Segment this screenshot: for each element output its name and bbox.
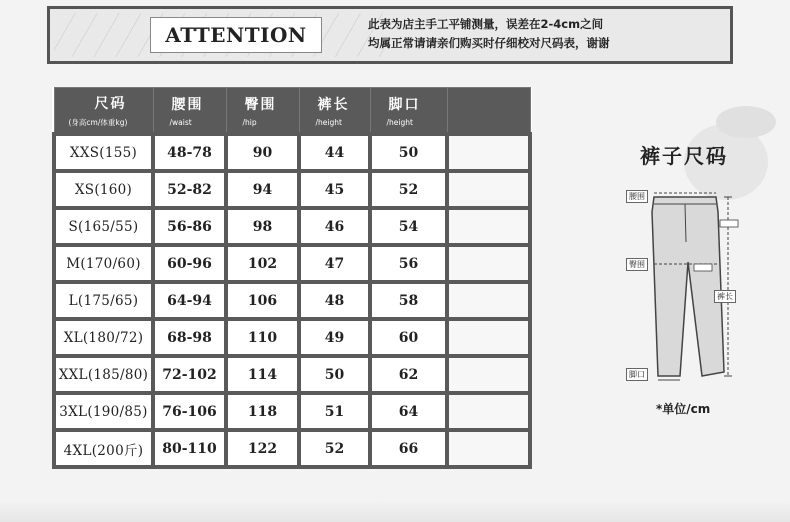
hat-silhouette (716, 106, 776, 138)
table-row (54, 208, 530, 245)
leg-cell: 58 (370, 282, 447, 319)
leg-cell: 60 (370, 319, 447, 356)
header-leg-label: 脚口 (388, 96, 421, 113)
header-blank (447, 88, 530, 135)
attention-box (150, 17, 322, 53)
length-cell: 46 (299, 208, 370, 245)
leg-cell: 66 (370, 430, 447, 467)
header-size (54, 88, 153, 135)
waist-cell: 80-110 (153, 430, 226, 467)
hip-cell: 118 (226, 393, 299, 430)
header-hip-sub: /hip (242, 117, 257, 127)
header-length (299, 88, 370, 135)
measurement-notice (368, 15, 728, 53)
header-length-label: 裤长 (317, 96, 350, 113)
leg-cell: 64 (370, 393, 447, 430)
blank-cell (447, 282, 530, 319)
header-waist-sub: /waist (169, 117, 192, 127)
length-cell: 50 (299, 356, 370, 393)
hip-cell: 98 (226, 208, 299, 245)
blank-cell (447, 245, 530, 282)
header-length-sub: /height (315, 117, 342, 127)
size-cell: XL(180/72) (54, 319, 153, 356)
hip-cell: 110 (226, 319, 299, 356)
label-leg-opening: 脚口 (626, 368, 648, 381)
waist-cell: 68-98 (153, 319, 226, 356)
length-cell: 47 (299, 245, 370, 282)
blank-cell (447, 171, 530, 208)
size-cell: S(165/55) (54, 208, 153, 245)
hip-tag (694, 264, 712, 271)
hip-cell: 106 (226, 282, 299, 319)
blank-cell (447, 208, 530, 245)
table-row (54, 430, 530, 467)
size-cell: XS(160) (54, 171, 153, 208)
header-size-label: 尺码 (94, 95, 127, 112)
label-length: 裤长 (714, 290, 736, 303)
waist-cell: 64-94 (153, 282, 226, 319)
label-waist: 腰围 (626, 190, 648, 203)
blank-cell (447, 430, 530, 467)
table-row (54, 245, 530, 282)
header-hip (226, 88, 299, 135)
hip-cell: 102 (226, 245, 299, 282)
waist-cell: 48-78 (153, 134, 226, 171)
blank-cell (447, 319, 530, 356)
size-cell: L(175/65) (54, 282, 153, 319)
attention-banner (47, 6, 733, 64)
leg-cell: 54 (370, 208, 447, 245)
table-row (54, 356, 530, 393)
size-chart-table (52, 87, 532, 469)
waist-cell: 52-82 (153, 171, 226, 208)
blank-cell (447, 134, 530, 171)
diagram-title: 裤子尺码 (640, 144, 728, 168)
leg-cell: 62 (370, 356, 447, 393)
length-cell: 48 (299, 282, 370, 319)
attention-title: ATTENTION (165, 23, 307, 47)
leg-cell: 56 (370, 245, 447, 282)
table-row (54, 282, 530, 319)
size-cell: 3XL(190/85) (54, 393, 153, 430)
waist-cell: 72-102 (153, 356, 226, 393)
waist-tag (720, 220, 738, 227)
leg-cell: 52 (370, 171, 447, 208)
waist-cell: 60-96 (153, 245, 226, 282)
length-cell: 51 (299, 393, 370, 430)
footer-band (0, 500, 790, 522)
header-size-sub: (身高cm/体重kg) (68, 117, 128, 127)
size-cell: XXS(155) (54, 134, 153, 171)
hip-cell: 90 (226, 134, 299, 171)
blank-cell (447, 356, 530, 393)
size-cell: 4XL(200斤) (54, 430, 153, 467)
header-leg-sub: /height (386, 117, 413, 127)
table-row (54, 319, 530, 356)
header-hip-label: 臀围 (244, 96, 277, 113)
table-header-row (54, 88, 530, 135)
header-waist-label: 腰围 (171, 96, 204, 113)
label-hip: 臀围 (626, 258, 648, 271)
table-row (54, 171, 530, 208)
size-cell: M(170/60) (54, 245, 153, 282)
blank-cell (447, 393, 530, 430)
length-cell: 52 (299, 430, 370, 467)
header-waist (153, 88, 226, 135)
header-leg-opening (370, 88, 447, 135)
leg-cell: 50 (370, 134, 447, 171)
length-cell: 49 (299, 319, 370, 356)
pants-measurement-diagram (606, 92, 790, 432)
length-cell: 44 (299, 134, 370, 171)
table-row (54, 134, 530, 171)
notice-line-1: 此表为店主手工平铺测量，误差在2-4cm之间 (368, 17, 604, 31)
waist-cell: 56-86 (153, 208, 226, 245)
notice-line-2: 均属正常请请亲们购买时仔细校对尺码表，谢谢 (368, 36, 610, 50)
table-row (54, 393, 530, 430)
waist-cell: 76-106 (153, 393, 226, 430)
hip-cell: 122 (226, 430, 299, 467)
length-cell: 45 (299, 171, 370, 208)
size-cell: XXL(185/80) (54, 356, 153, 393)
pants-outline (652, 197, 724, 376)
hip-cell: 114 (226, 356, 299, 393)
hip-cell: 94 (226, 171, 299, 208)
unit-note: *单位/cm (656, 402, 711, 416)
